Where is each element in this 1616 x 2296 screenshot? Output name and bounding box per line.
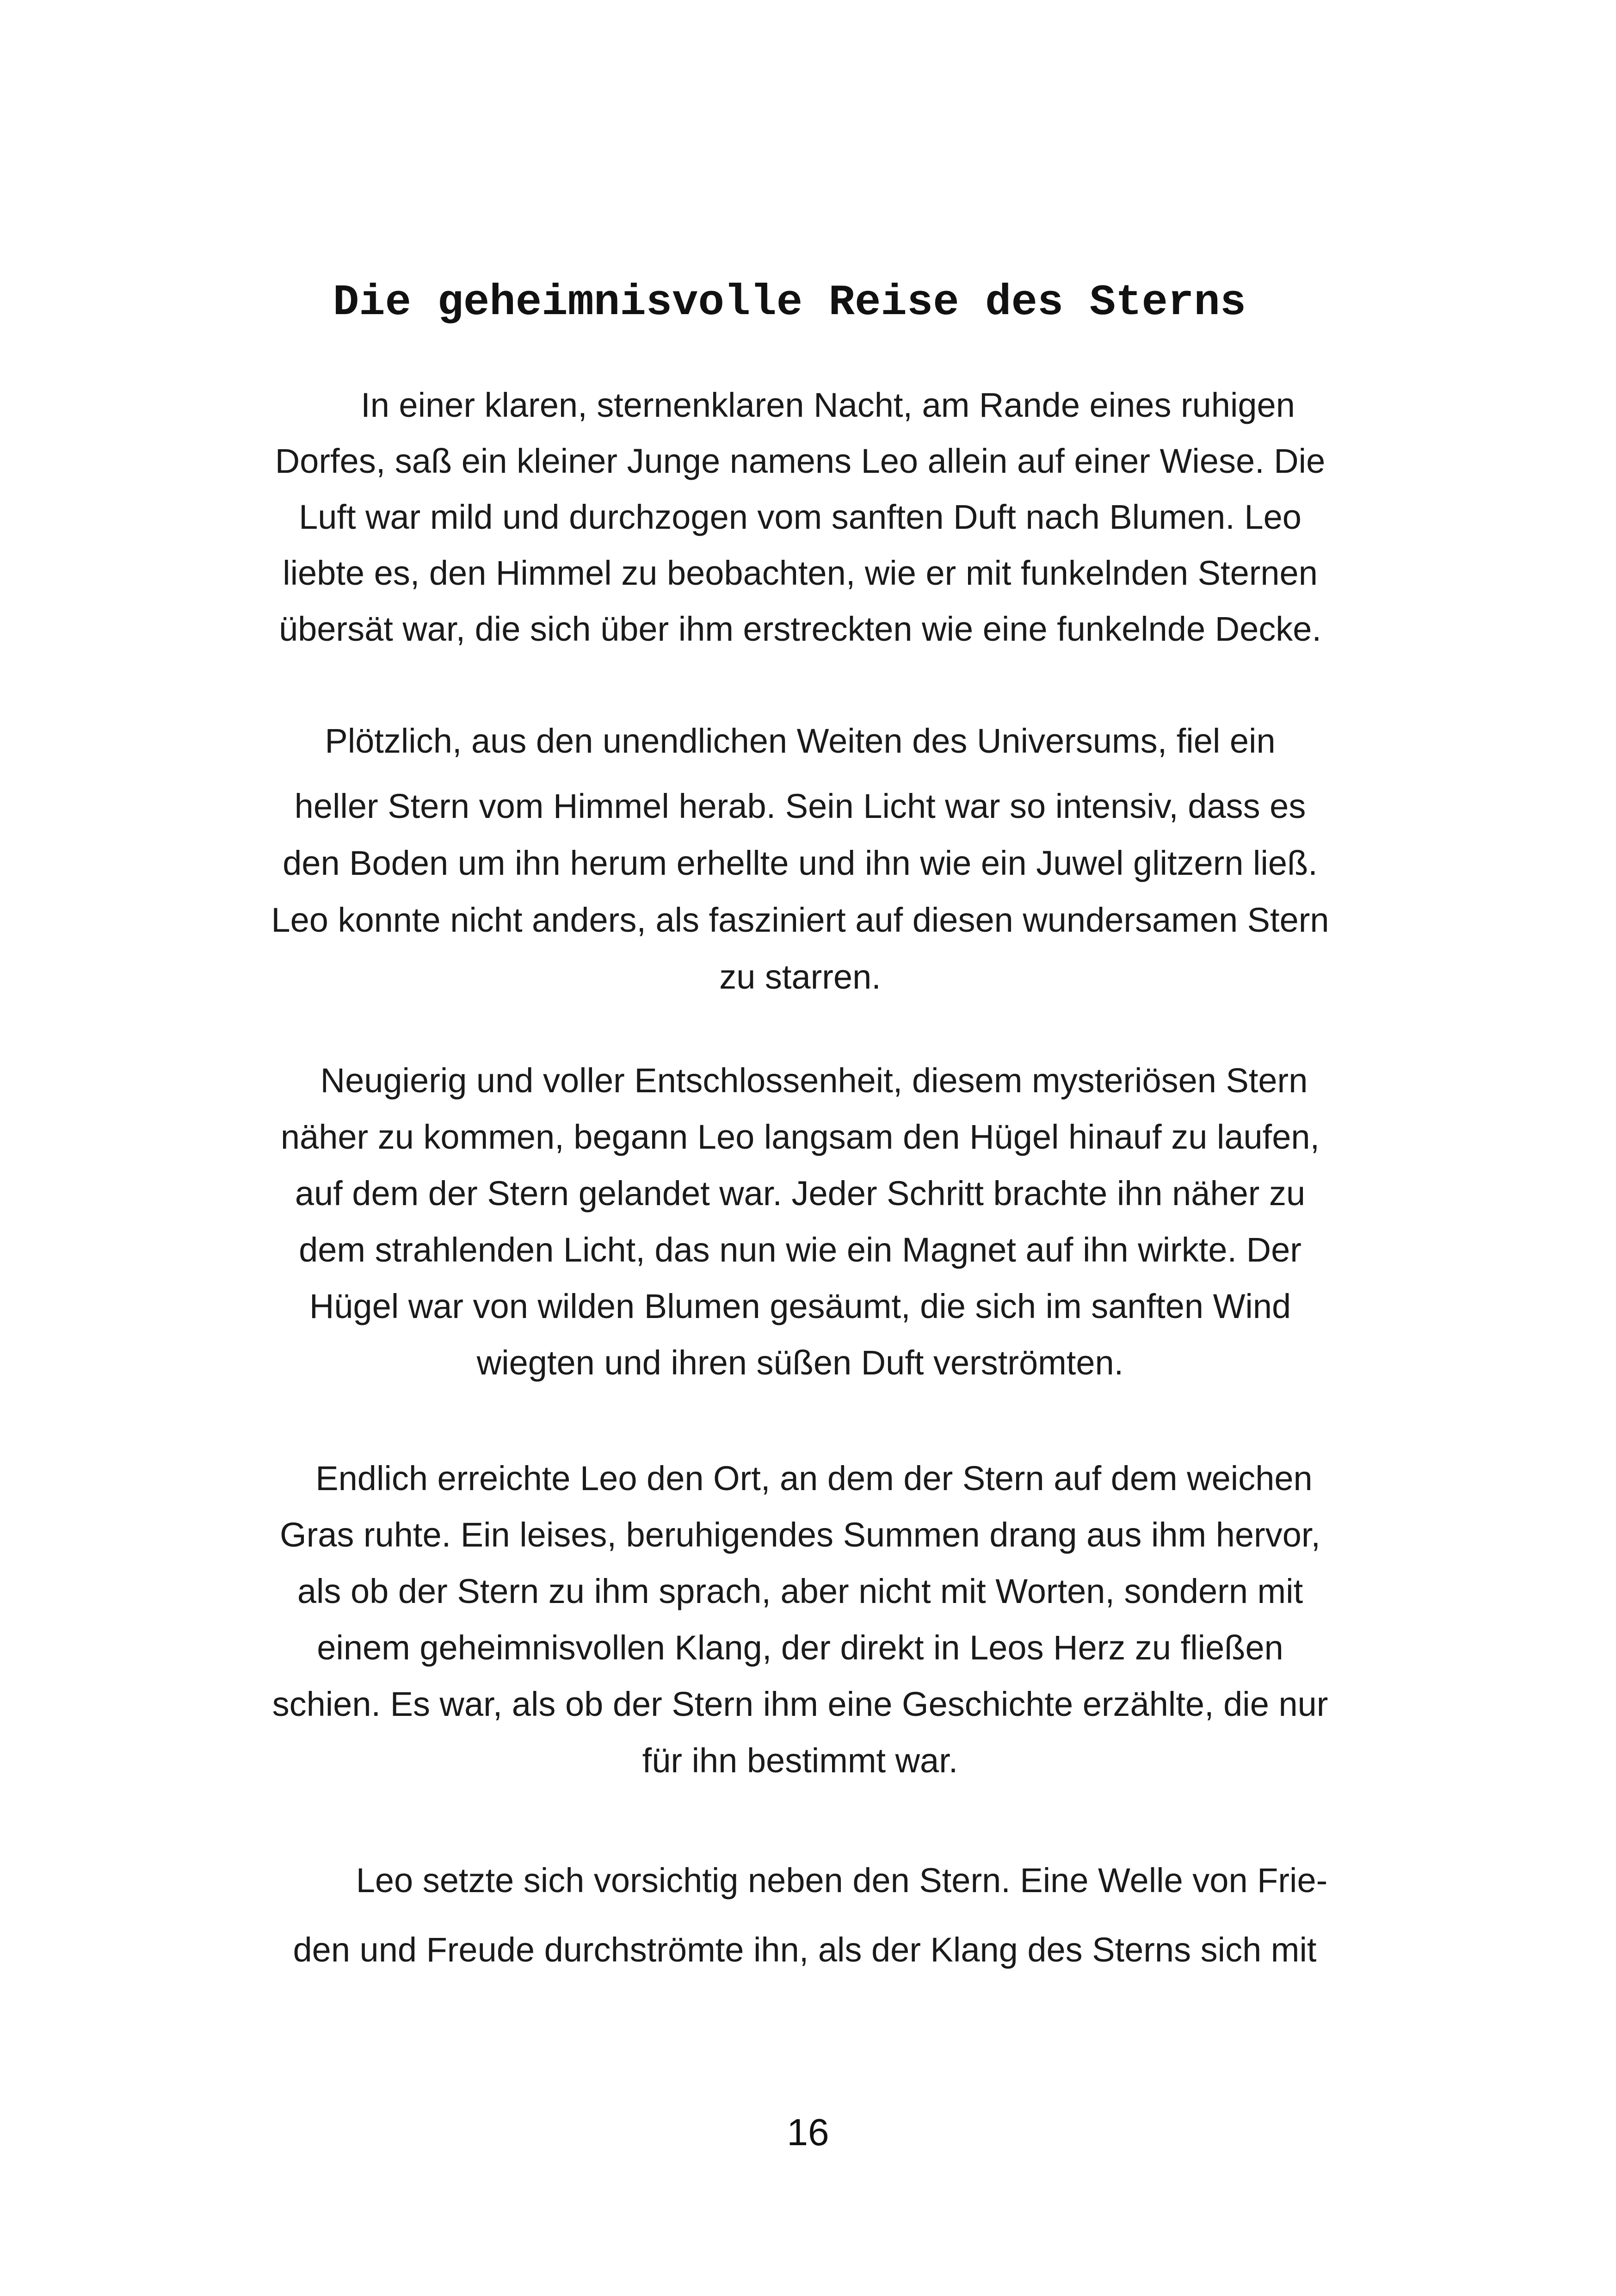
paragraph-line: den und Freude durchströmte ihn, als der Klang des Sterns sich mit <box>293 1931 1317 1969</box>
paragraph-line: für ihn bestimmt war. <box>642 1741 958 1780</box>
paragraph-1 <box>204 377 1397 657</box>
paragraph-line: Gras ruhte. Ein leises, beruhigendes Summen drang aus ihm hervor, <box>280 1516 1320 1554</box>
paragraph-line: auf dem der Stern gelandet war. Jeder Schritt brachte ihn näher zu <box>295 1174 1306 1213</box>
paragraph-line: liebte es, den Himmel zu beobachten, wie er mit funkelnden Sternen <box>283 554 1318 592</box>
paragraph-3 <box>204 1052 1397 1391</box>
paragraph-line: In einer klaren, sternenklaren Nacht, am Rande eines ruhigen <box>361 386 1295 424</box>
paragraph-line: einem geheimnisvollen Klang, der direkt in Leos Herz zu fließen <box>317 1628 1283 1667</box>
paragraph-line: Hügel war von wilden Blumen gesäumt, die sich im sanften Wind <box>309 1287 1291 1325</box>
paragraph-line: heller Stern vom Himmel herab. Sein Licht war so intensiv, dass es <box>294 787 1306 825</box>
paragraph-line: wiegten und ihren süßen Duft verströmten. <box>476 1343 1124 1382</box>
paragraph-line: Neugierig und voller Entschlossenheit, diesem mysteriösen Stern <box>320 1061 1308 1100</box>
paragraph-line: als ob der Stern zu ihm sprach, aber nicht mit Worten, sondern mit <box>297 1572 1303 1610</box>
paragraph-line: dem strahlenden Licht, das nun wie ein Magnet auf ihn wirkte. Der <box>299 1231 1301 1269</box>
paragraph-2 <box>204 712 1397 1005</box>
paragraph-line: den Boden um ihn herum erhellte und ihn wie ein Juwel glitzern ließ. <box>283 844 1318 882</box>
paragraph-line: Luft war mild und durchzogen vom sanften Duft nach Blumen. Leo <box>299 498 1301 536</box>
paragraph-line: zu starren. <box>719 958 881 996</box>
paragraph-5 <box>204 1846 1397 1985</box>
paragraph-line: Dorfes, saß ein kleiner Junge namens Leo allein auf einer Wiese. Die <box>275 442 1326 480</box>
paragraph-line: näher zu kommen, begann Leo langsam den Hügel hinauf zu laufen, <box>280 1118 1320 1156</box>
chapter-title: Die geheimnisvolle Reise des Sterns <box>333 278 1246 328</box>
paragraph-line: Endlich erreichte Leo den Ort, an dem der Stern auf dem weichen <box>315 1459 1313 1498</box>
paragraph-line: Plötzlich, aus den unendlichen Weiten des Universums, fiel ein <box>325 722 1276 760</box>
paragraph-line: Leo setzte sich vorsichtig neben den Stern. Eine Welle von Frie- <box>356 1861 1328 1900</box>
paragraph-line: Leo konnte nicht anders, als fasziniert auf diesen wundersamen Stern <box>271 901 1329 939</box>
paragraph-line: schien. Es war, als ob der Stern ihm eine Geschichte erzählte, die nur <box>272 1685 1328 1723</box>
paragraph-4 <box>204 1450 1397 1789</box>
paragraph-line: übersät war, die sich über ihm erstreckten wie eine funkelnde Decke. <box>278 610 1322 648</box>
page-number: 16 <box>787 2111 829 2154</box>
